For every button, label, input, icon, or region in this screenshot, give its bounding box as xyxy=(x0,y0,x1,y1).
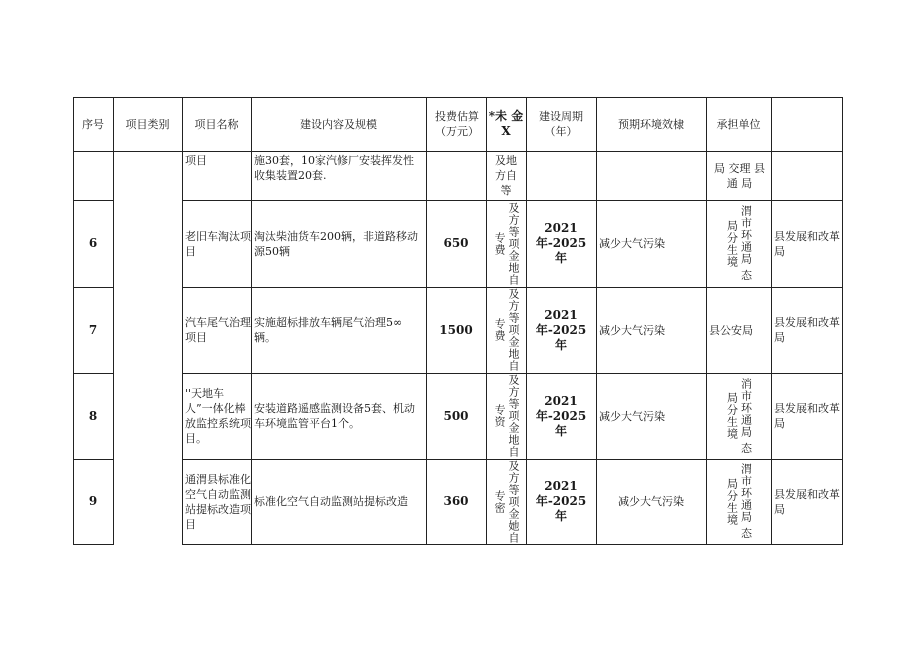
row-lead: 县发展和改革局 xyxy=(774,402,840,430)
row-lead: 县发展和改革局 xyxy=(774,487,840,516)
row-period: 2021年-2025年 xyxy=(535,221,587,265)
row-effect: 减少大气污染 xyxy=(599,409,665,423)
row-fund: 及方等项金地自专资 xyxy=(493,374,520,458)
row-effect: 减少大气污染 xyxy=(599,323,665,337)
row-no: 8 xyxy=(88,408,98,423)
header-period: 建设周期（年） xyxy=(539,110,583,138)
header-no: 序号 xyxy=(82,117,104,131)
table-border-bottom xyxy=(182,544,843,545)
row-fund: 及方等项金地自专费 xyxy=(493,288,520,372)
project-table xyxy=(73,97,843,545)
row-unit: 消市环通局 态局分生境 xyxy=(725,377,753,455)
row-unit: 渭市环通局 态局分生境 xyxy=(725,205,753,282)
header-category: 项目类别 xyxy=(125,117,170,131)
row-fund: 及方等项金她自专密 xyxy=(493,459,520,544)
header-name: 项目名称 xyxy=(194,117,239,131)
header-content: 建设内容及规模 xyxy=(300,117,377,131)
row-content: 淘汰柴油货车200辆，非道路移动源50辆 xyxy=(254,229,418,258)
row-unit: 局 交理 县通 局 xyxy=(714,161,765,190)
row-investment: 1500 xyxy=(439,322,473,337)
row-period: 2021年-2025年 xyxy=(535,393,587,438)
row-no: 6 xyxy=(88,236,98,250)
header-investment: 投费估算（万元） xyxy=(435,110,479,138)
row-unit: 县公安局 xyxy=(709,323,753,337)
row-lead: 县发展和改革局 xyxy=(774,229,840,258)
row-period: 2021年-2025年 xyxy=(535,307,587,352)
row-content: 实施超标排放车辆尾气治理5∞辆。 xyxy=(254,316,403,344)
col-divider xyxy=(113,97,114,545)
row-period: 2021年-2025年 xyxy=(535,479,587,523)
row-name: 老旧车淘汰项目 xyxy=(185,229,251,258)
header-fund: *未 金 X xyxy=(488,109,524,138)
header-unit: 承担单位 xyxy=(716,117,761,131)
table-border-right xyxy=(842,97,843,545)
row-name: 通渭县标准化空气自动监测站提标改造项目 xyxy=(185,472,251,531)
row-effect: 减少大气污染 xyxy=(599,237,665,250)
row-fund: 及地方自等 xyxy=(495,154,517,197)
row-name: 项目 xyxy=(185,154,207,167)
row-content: 施30套，10家汽修厂安装挥发性收集装置20套. xyxy=(254,154,414,182)
row-no: 7 xyxy=(88,322,98,337)
row-lead: 县发展和改革局 xyxy=(774,316,840,344)
header-effect: 预期环境效棣 xyxy=(618,117,684,131)
row-investment: 650 xyxy=(443,236,469,250)
row-no: 9 xyxy=(88,494,98,508)
table-border-bottom xyxy=(73,544,113,545)
row-content: 安装道路遥感监测设备5套、机动车环境监管平台1个。 xyxy=(254,402,415,430)
row-name: ''天地车人”一体化棒放监控系统项目。 xyxy=(185,387,251,445)
row-investment: 500 xyxy=(443,408,469,423)
row-effect: 减少大气污染 xyxy=(618,495,684,508)
row-fund: 及方等项金地自专费 xyxy=(493,201,520,286)
row-name: 汽车尾气治理项目 xyxy=(185,316,251,344)
row-investment: 360 xyxy=(443,494,469,508)
row-content: 标准化空气自动监测站提标改造 xyxy=(254,495,408,508)
row-unit: 渭市环通局 态局分生境 xyxy=(725,463,753,540)
